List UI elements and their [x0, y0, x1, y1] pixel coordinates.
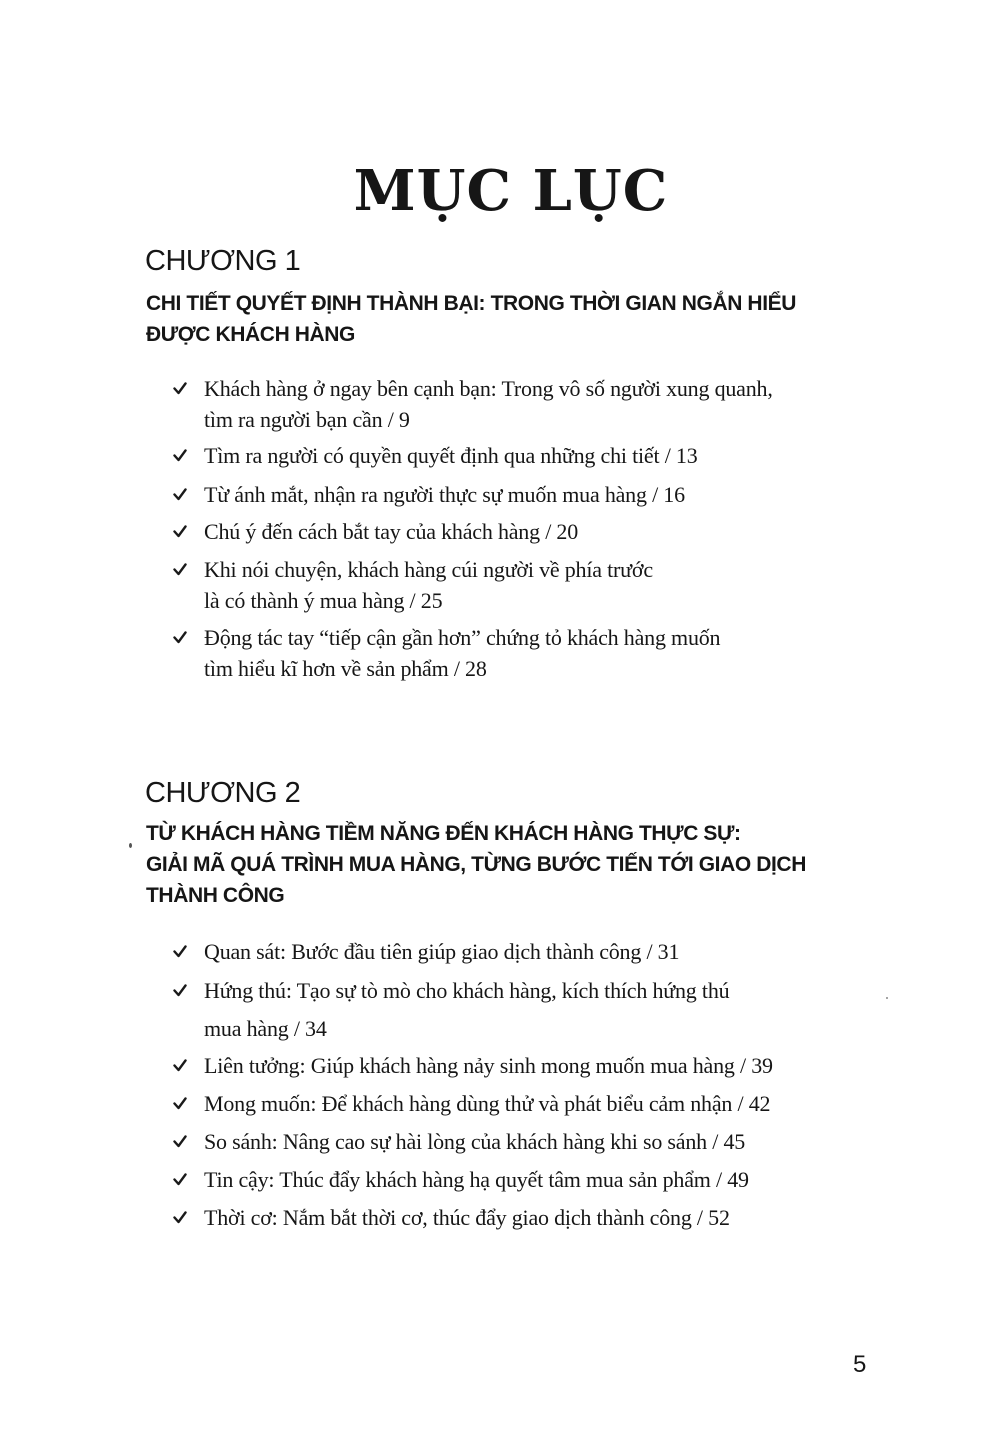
scan-speck	[129, 843, 132, 848]
toc-entry-line: Tin cậy: Thúc đẩy khách hàng hạ quyết tâm mua sản phẩm / 49	[204, 1167, 749, 1192]
toc-entry-line: là có thành ý mua hàng / 25	[204, 588, 443, 613]
toc-entry-text	[204, 554, 653, 616]
checkmark-icon	[173, 944, 187, 958]
chapter-heading-line: CHI TIẾT QUYẾT ĐỊNH THÀNH BẠI: TRONG THỜI GIAN NGẮN HIỂU	[146, 292, 797, 315]
checkmark-icon	[173, 983, 187, 997]
toc-entry-line: tìm hiểu kĩ hơn về sản phẩm / 28	[204, 656, 487, 681]
chapter-heading-line: THÀNH CÔNG	[146, 884, 285, 907]
toc-entry-line: tìm ra người bạn cần / 9	[204, 407, 410, 432]
toc-entry-text	[204, 1050, 773, 1081]
toc-entry-text	[204, 516, 578, 547]
toc-entry-text	[204, 479, 685, 510]
toc-entry-text	[204, 1126, 745, 1157]
checkmark-icon	[173, 1134, 187, 1148]
chapter-heading-line: ĐƯỢC KHÁCH HÀNG	[146, 323, 355, 346]
toc-entry-text	[204, 972, 729, 1048]
checkmark-icon	[173, 1096, 187, 1110]
checkmark-icon	[173, 524, 187, 538]
toc-entry-line: Liên tưởng: Giúp khách hàng nảy sinh mong muốn mua hàng / 39	[204, 1053, 773, 1078]
toc-entry-text	[204, 1202, 730, 1233]
toc-entry-line: Quan sát: Bước đầu tiên giúp giao dịch thành công / 31	[204, 939, 680, 964]
toc-entry-line: Chú ý đến cách bắt tay của khách hàng / 20	[204, 519, 579, 544]
chapter-heading-line: GIẢI MÃ QUÁ TRÌNH MUA HÀNG, TỪNG BƯỚC TIẾN TỚI GIAO DỊCH	[146, 853, 806, 876]
checkmark-icon	[173, 448, 187, 462]
checkmark-icon	[173, 562, 187, 576]
checkmark-icon	[173, 630, 187, 644]
page-title: MỤC LỤC	[353, 158, 669, 224]
toc-entry-line: Thời cơ: Nắm bắt thời cơ, thúc đẩy giao dịch thành công / 52	[204, 1205, 730, 1230]
chapter-heading	[146, 288, 796, 350]
checkmark-icon	[173, 1210, 187, 1224]
checkmark-icon	[173, 1172, 187, 1186]
checkmark-icon	[173, 487, 187, 501]
chapter-heading	[146, 818, 806, 911]
toc-entry-text	[204, 440, 698, 471]
checkmark-icon	[173, 381, 187, 395]
toc-entry-line: Động tác tay “tiếp cận gần hơn” chứng tỏ khách hàng muốn	[204, 625, 721, 650]
toc-entry-text	[204, 1164, 749, 1195]
checkmark-icon	[173, 1058, 187, 1072]
toc-entry-line: So sánh: Nâng cao sự hài lòng của khách hàng khi so sánh / 45	[204, 1129, 746, 1154]
toc-entry-text	[204, 373, 773, 435]
toc-entry-text	[204, 936, 679, 967]
page-number: 5	[853, 1351, 867, 1378]
toc-entry-line: Khi nói chuyện, khách hàng cúi người về phía trước	[204, 557, 653, 582]
chapter-label: CHƯƠNG 1	[145, 245, 301, 277]
chapter-label: CHƯƠNG 2	[145, 777, 301, 809]
toc-entry-line: mua hàng / 34	[204, 1016, 327, 1041]
toc-entry-text	[204, 1088, 770, 1119]
toc-entry-line: Hứng thú: Tạo sự tò mò cho khách hàng, kích thích hứng thú	[204, 978, 730, 1003]
chapter-heading-line: TỪ KHÁCH HÀNG TIỀM NĂNG ĐẾN KHÁCH HÀNG THỰC SỰ:	[146, 822, 741, 845]
scan-speck	[886, 997, 888, 999]
toc-entry-text	[204, 622, 720, 684]
toc-entry-line: Khách hàng ở ngay bên cạnh bạn: Trong vô số người xung quanh,	[204, 376, 773, 401]
toc-entry-line: Mong muốn: Để khách hàng dùng thử và phát biểu cảm nhận / 42	[204, 1091, 771, 1116]
toc-entry-line: Tìm ra người có quyền quyết định qua những chi tiết / 13	[204, 443, 698, 468]
toc-entry-line: Từ ánh mắt, nhận ra người thực sự muốn mua hàng / 16	[204, 482, 685, 507]
